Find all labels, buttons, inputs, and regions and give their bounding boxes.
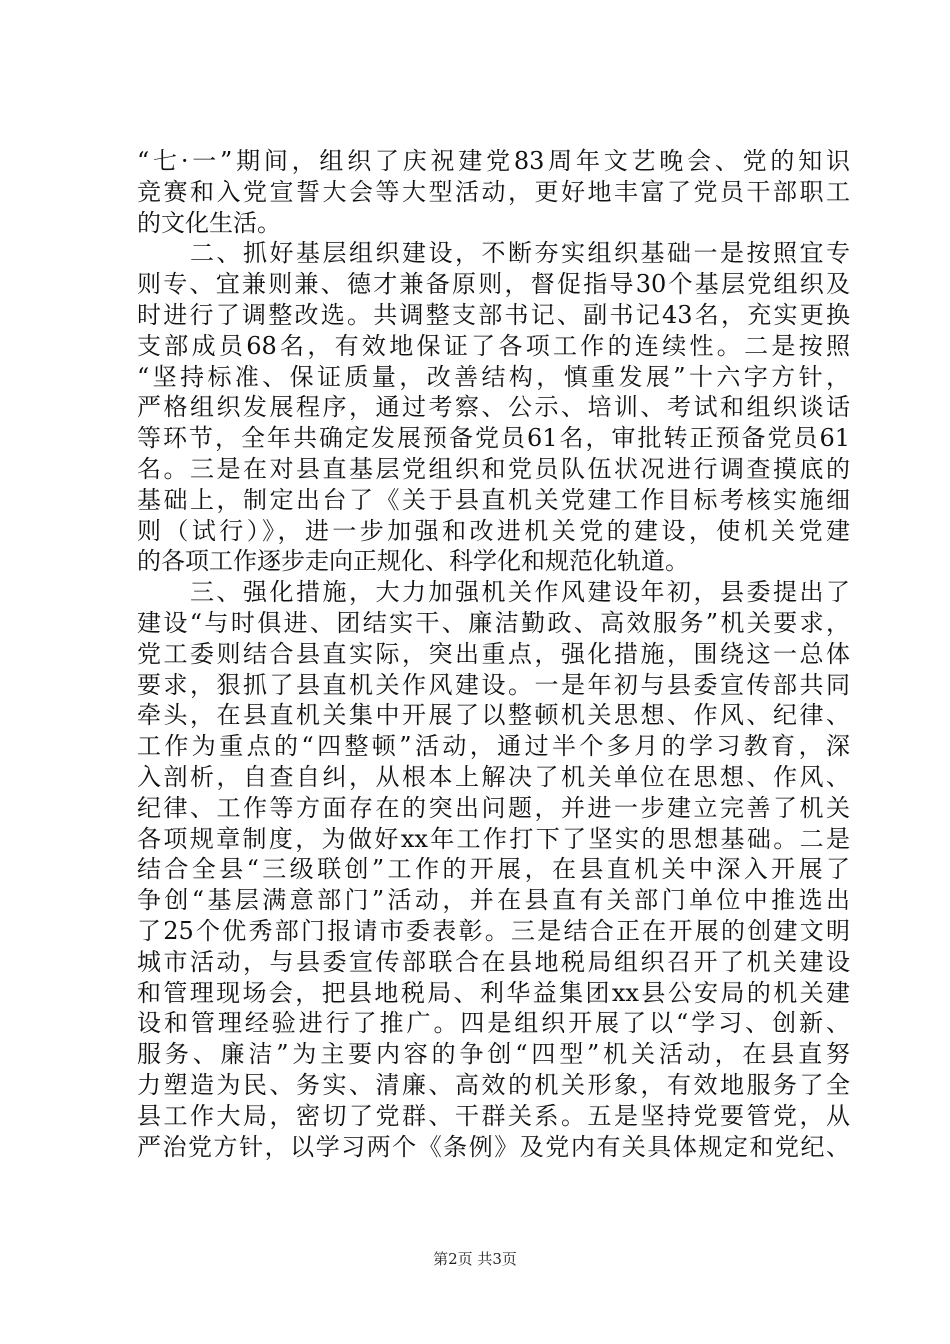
text-line: 时进行了调整改选。共调整支部书记、副书记43名，充实更换: [137, 300, 850, 329]
text-line: 设和管理经验进行了推广。四是组织开展了以“学习、创新、: [137, 1009, 850, 1038]
text-line: 服务、廉洁”为主要内容的争创“四型”机关活动，在县直努: [137, 1040, 850, 1069]
text-line: 竞赛和入党宣誓大会等大型活动，更好地丰富了党员干部职工: [137, 177, 850, 206]
text-line: 入剖析，自查自纠，从根本上解决了机关单位在思想、作风、: [137, 762, 850, 791]
text-line: 严格组织发展程序，通过考察、公示、培训、考试和组织谈话: [137, 393, 850, 422]
text-line: 争创“基层满意部门”活动，并在县直有关部门单位中推选出: [137, 886, 850, 915]
text-line: 严治党方针，以学习两个《条例》及党内有关具体规定和党纪、: [137, 1132, 850, 1161]
text-line: 基础上，制定出台了《关于县直机关党建工作目标考核实施细: [137, 485, 850, 514]
text-line: 城市活动，与县委宣传部联合在县地税局组织召开了机关建设: [137, 947, 850, 976]
text-line: 和管理现场会，把县地税局、利华益集团xx县公安局的机关建: [137, 978, 850, 1007]
text-line: 力塑造为民、务实、清廉、高效的机关形象，有效地服务了全: [137, 1070, 850, 1099]
text-line: 等环节，全年共确定发展预备党员61名，审批转正预备党员61: [137, 424, 850, 453]
text-line: 则专、宜兼则兼、德才兼备原则，督促指导30个基层党组织及: [137, 270, 850, 299]
text-line: 结合全县“三级联创”工作的开展，在县直机关中深入开展了: [137, 855, 850, 884]
text-line: 牵头，在县直机关集中开展了以整顿机关思想、作风、纪律、: [137, 701, 850, 730]
text-line: 要求，狠抓了县直机关作风建设。一是年初与县委宣传部共同: [137, 670, 850, 699]
text-line: 工作为重点的“四整顿”活动，通过半个多月的学习教育，深: [137, 732, 850, 761]
text-line: 三、强化措施，大力加强机关作风建设年初，县委提出了: [137, 578, 850, 607]
text-line: 的各项工作逐步走向正规化、科学化和规范化轨道。: [137, 547, 689, 576]
text-line: 党工委则结合县直实际，突出重点，强化措施，围绕这一总体: [137, 639, 850, 668]
text-line: “坚持标准、保证质量，改善结构，慎重发展”十六字方针，: [137, 362, 850, 391]
text-line: 建设“与时俱进、团结实干、廉洁勤政、高效服务”机关要求，: [137, 608, 850, 637]
text-line: 县工作大局，密切了党群、干群关系。五是坚持党要管党，从: [137, 1101, 850, 1130]
text-line: 名。三是在对县直基层党组织和党员队伍状况进行调查摸底的: [137, 454, 850, 483]
text-line: 的文化生活。: [137, 208, 281, 237]
text-line: “七·一”期间，组织了庆祝建党83周年文艺晚会、党的知识: [137, 147, 850, 175]
text-line: 纪律、工作等方面存在的突出问题，并进一步建立完善了机关: [137, 793, 850, 822]
text-line: 支部成员68名，有效地保证了各项工作的连续性。二是按照: [137, 331, 850, 360]
text-line: 二、抓好基层组织建设，不断夯实组织基础一是按照宜专: [137, 239, 850, 268]
document-body: [137, 146, 850, 1162]
text-line: 了25个优秀部门报请市委表彰。三是结合正在开展的创建文明: [137, 916, 850, 945]
text-line: 各项规章制度，为做好xx年工作打下了坚实的思想基础。二是: [137, 824, 850, 853]
page-footer: 第2页 共3页: [433, 1250, 517, 1268]
text-line: 则（试行）》，进一步加强和改进机关党的建设，使机关党建: [137, 516, 850, 545]
